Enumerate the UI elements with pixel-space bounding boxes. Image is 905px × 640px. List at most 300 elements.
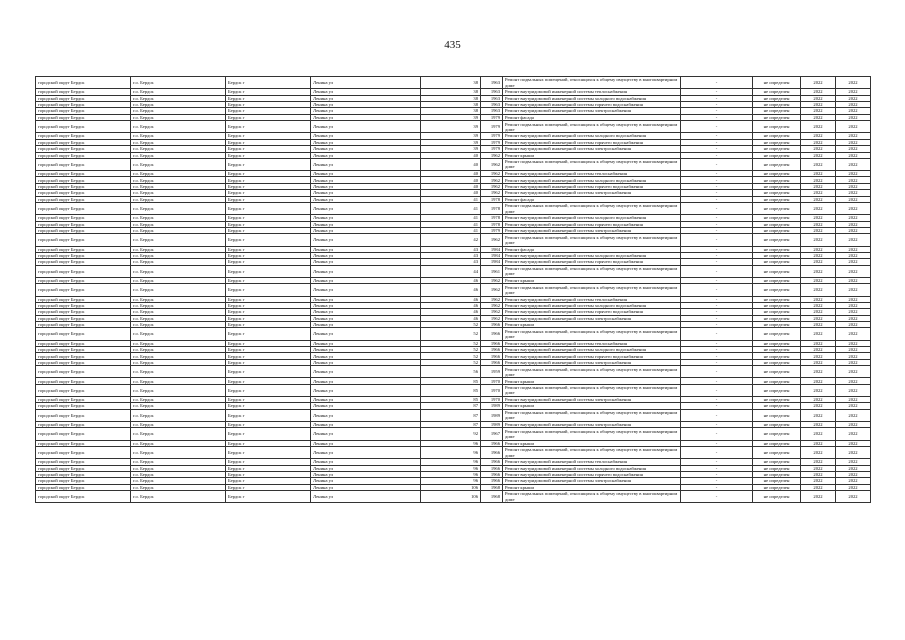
status-cell: не определен [753, 322, 801, 328]
settlement-cell: г.о. Бердск [131, 421, 226, 427]
city-cell: Бердск г [226, 177, 311, 183]
work-type-cell: Ремонт внутридомовой инженерной системы горячего водоснабжения [503, 183, 681, 189]
status-cell: не определен [753, 366, 801, 378]
cost-cell: - [681, 396, 753, 402]
settlement-cell: г.о. Бердск [131, 471, 226, 477]
house-number-cell: 41 [421, 215, 481, 221]
cost-cell: - [681, 158, 753, 170]
settlement-cell: г.о. Бердск [131, 215, 226, 221]
year-built-cell: 1966 [481, 353, 503, 359]
status-cell: не определен [753, 259, 801, 265]
status-cell: не определен [753, 183, 801, 189]
house-number-cell: 96 [421, 478, 481, 484]
work-type-cell: Ремонт внутридомовой инженерной системы теплоснабжения [503, 89, 681, 95]
end-year-cell: 2022 [836, 340, 871, 346]
municipality-cell: городской округ Бердск [36, 121, 131, 133]
work-type-cell: Ремонт подвальных помещений, относящихся к общему имуществу в многоквартирном доме [503, 446, 681, 458]
house-number-cell: 85 [421, 378, 481, 384]
year-built-cell: 1962 [481, 302, 503, 308]
work-type-cell: Ремонт внутридомовой инженерной системы горячего водоснабжения [503, 221, 681, 227]
start-year-cell: 2022 [801, 322, 836, 328]
work-type-cell: Ремонт внутридомовой инженерной системы горячего водоснабжения [503, 353, 681, 359]
street-cell: Ленина ул [311, 246, 421, 252]
cost-cell: - [681, 215, 753, 221]
year-built-cell: 1962 [481, 296, 503, 302]
municipality-cell: городской округ Бердск [36, 139, 131, 145]
house-number-cell: 39 [421, 146, 481, 152]
settlement-cell: г.о. Бердск [131, 114, 226, 120]
settlement-cell: г.о. Бердск [131, 133, 226, 139]
work-type-cell: Ремонт внутридомовой инженерной системы теплоснабжения [503, 296, 681, 302]
city-cell: Бердск г [226, 491, 311, 503]
status-cell: не определен [753, 152, 801, 158]
work-type-cell: Ремонт внутридомовой инженерной системы теплоснабжения [503, 340, 681, 346]
start-year-cell: 2022 [801, 95, 836, 101]
start-year-cell: 2022 [801, 121, 836, 133]
table-row [36, 234, 871, 246]
city-cell: Бердск г [226, 384, 311, 396]
start-year-cell: 2022 [801, 366, 836, 378]
work-type-cell: Ремонт подвальных помещений, относящихся к общему имуществу в многоквартирном доме [503, 384, 681, 396]
status-cell: не определен [753, 471, 801, 477]
municipality-cell: городской округ Бердск [36, 89, 131, 95]
status-cell: не определен [753, 146, 801, 152]
city-cell: Бердск г [226, 121, 311, 133]
city-cell: Бердск г [226, 158, 311, 170]
work-type-cell: Ремонт внутридомовой инженерной системы холодного водоснабжения [503, 177, 681, 183]
table-row [36, 121, 871, 133]
house-number-cell: 44 [421, 265, 481, 277]
table-row [36, 384, 871, 396]
year-built-cell: 1963 [481, 108, 503, 114]
year-built-cell: 1963 [481, 95, 503, 101]
end-year-cell: 2022 [836, 114, 871, 120]
work-type-cell: Ремонт внутридомовой инженерной системы электроснабжения [503, 228, 681, 234]
end-year-cell: 2022 [836, 121, 871, 133]
street-cell: Ленина ул [311, 265, 421, 277]
status-cell: не определен [753, 347, 801, 353]
street-cell: Ленина ул [311, 409, 421, 421]
status-cell: не определен [753, 234, 801, 246]
year-built-cell: 1966 [481, 446, 503, 458]
municipality-cell: городской округ Бердск [36, 284, 131, 296]
table-row [36, 203, 871, 215]
end-year-cell: 2022 [836, 366, 871, 378]
street-cell: Ленина ул [311, 203, 421, 215]
municipality-cell: городской округ Бердск [36, 177, 131, 183]
municipality-cell: городской округ Бердск [36, 158, 131, 170]
street-cell: Ленина ул [311, 277, 421, 283]
municipality-cell: городской округ Бердск [36, 309, 131, 315]
municipality-cell: городской округ Бердск [36, 190, 131, 196]
house-number-cell: 96 [421, 459, 481, 465]
municipality-cell: городской округ Бердск [36, 77, 131, 89]
year-built-cell: 1979 [481, 121, 503, 133]
municipality-cell: городской округ Бердск [36, 183, 131, 189]
status-cell: не определен [753, 89, 801, 95]
municipality-cell: городской округ Бердск [36, 252, 131, 258]
year-built-cell: 1962 [481, 190, 503, 196]
start-year-cell: 2022 [801, 396, 836, 402]
start-year-cell: 2022 [801, 221, 836, 227]
street-cell: Ленина ул [311, 471, 421, 477]
house-number-cell: 52 [421, 353, 481, 359]
work-type-cell: Ремонт фасада [503, 114, 681, 120]
end-year-cell: 2022 [836, 284, 871, 296]
settlement-cell: г.о. Бердск [131, 265, 226, 277]
cost-cell: - [681, 277, 753, 283]
status-cell: не определен [753, 215, 801, 221]
work-type-cell: Ремонт внутридомовой инженерной системы электроснабжения [503, 421, 681, 427]
city-cell: Бердск г [226, 421, 311, 427]
street-cell: Ленина ул [311, 284, 421, 296]
city-cell: Бердск г [226, 139, 311, 145]
settlement-cell: г.о. Бердск [131, 378, 226, 384]
start-year-cell: 2022 [801, 491, 836, 503]
year-built-cell: 1966 [481, 465, 503, 471]
city-cell: Бердск г [226, 309, 311, 315]
city-cell: Бердск г [226, 459, 311, 465]
table-body [36, 77, 871, 503]
end-year-cell: 2022 [836, 328, 871, 340]
start-year-cell: 2022 [801, 459, 836, 465]
settlement-cell: г.о. Бердск [131, 465, 226, 471]
house-number-cell: 85 [421, 396, 481, 402]
cost-cell: - [681, 478, 753, 484]
table-row [36, 428, 871, 440]
municipality-cell: городской округ Бердск [36, 491, 131, 503]
house-number-cell: 39 [421, 133, 481, 139]
year-built-cell: 1962 [481, 183, 503, 189]
work-type-cell: Ремонт подвальных помещений, относящихся к общему имуществу в многоквартирном доме [503, 265, 681, 277]
city-cell: Бердск г [226, 133, 311, 139]
settlement-cell: г.о. Бердск [131, 440, 226, 446]
cost-cell: - [681, 347, 753, 353]
cost-cell: - [681, 421, 753, 427]
work-type-cell: Ремонт подвальных помещений, относящихся к общему имуществу в многоквартирном доме [503, 203, 681, 215]
municipality-cell: городской округ Бердск [36, 378, 131, 384]
city-cell: Бердск г [226, 265, 311, 277]
end-year-cell: 2022 [836, 396, 871, 402]
start-year-cell: 2022 [801, 234, 836, 246]
work-type-cell: Ремонт внутридомовой инженерной системы горячего водоснабжения [503, 139, 681, 145]
work-type-cell: Ремонт внутридомовой инженерной системы электроснабжения [503, 315, 681, 321]
year-built-cell: 1966 [481, 322, 503, 328]
street-cell: Ленина ул [311, 296, 421, 302]
municipality-cell: городской округ Бердск [36, 196, 131, 202]
work-type-cell: Ремонт подвальных помещений, относящихся к общему имуществу в многоквартирном доме [503, 158, 681, 170]
year-built-cell: 1978 [481, 215, 503, 221]
start-year-cell: 2022 [801, 171, 836, 177]
street-cell: Ленина ул [311, 259, 421, 265]
municipality-cell: городской округ Бердск [36, 133, 131, 139]
year-built-cell: 1962 [481, 234, 503, 246]
cost-cell: - [681, 196, 753, 202]
year-built-cell: 1970 [481, 396, 503, 402]
house-number-cell: 38 [421, 77, 481, 89]
end-year-cell: 2022 [836, 403, 871, 409]
status-cell: не определен [753, 478, 801, 484]
status-cell: не определен [753, 95, 801, 101]
municipality-cell: городской округ Бердск [36, 478, 131, 484]
work-type-cell: Ремонт подвальных помещений, относящихся к общему имуществу в многоквартирном доме [503, 234, 681, 246]
municipality-cell: городской округ Бердск [36, 409, 131, 421]
city-cell: Бердск г [226, 446, 311, 458]
table-row [36, 284, 871, 296]
municipality-cell: городской округ Бердск [36, 203, 131, 215]
end-year-cell: 2022 [836, 322, 871, 328]
start-year-cell: 2022 [801, 190, 836, 196]
end-year-cell: 2022 [836, 215, 871, 221]
end-year-cell: 2022 [836, 252, 871, 258]
street-cell: Ленина ул [311, 302, 421, 308]
municipality-cell: городской округ Бердск [36, 152, 131, 158]
municipality-cell: городской округ Бердск [36, 384, 131, 396]
cost-cell: - [681, 77, 753, 89]
city-cell: Бердск г [226, 190, 311, 196]
city-cell: Бердск г [226, 171, 311, 177]
end-year-cell: 2022 [836, 378, 871, 384]
end-year-cell: 2022 [836, 446, 871, 458]
status-cell: не определен [753, 302, 801, 308]
street-cell: Ленина ул [311, 440, 421, 446]
cost-cell: - [681, 265, 753, 277]
municipality-cell: городской округ Бердск [36, 347, 131, 353]
year-built-cell: 1966 [481, 340, 503, 346]
settlement-cell: г.о. Бердск [131, 158, 226, 170]
house-number-cell: 43 [421, 246, 481, 252]
house-number-cell: 40 [421, 177, 481, 183]
street-cell: Ленина ул [311, 108, 421, 114]
settlement-cell: г.о. Бердск [131, 77, 226, 89]
cost-cell: - [681, 309, 753, 315]
work-type-cell: Ремонт подвальных помещений, относящихся к общему имуществу в многоквартирном доме [503, 77, 681, 89]
year-built-cell: 1966 [481, 478, 503, 484]
house-number-cell: 40 [421, 158, 481, 170]
house-number-cell: 46 [421, 284, 481, 296]
year-built-cell: 1979 [481, 139, 503, 145]
municipality-cell: городской округ Бердск [36, 228, 131, 234]
city-cell: Бердск г [226, 322, 311, 328]
work-type-cell: Ремонт внутридомовой инженерной системы холодного водоснабжения [503, 252, 681, 258]
city-cell: Бердск г [226, 277, 311, 283]
city-cell: Бердск г [226, 478, 311, 484]
end-year-cell: 2022 [836, 428, 871, 440]
year-built-cell: 1966 [481, 471, 503, 477]
street-cell: Ленина ул [311, 491, 421, 503]
municipality-cell: городской округ Бердск [36, 421, 131, 427]
municipality-cell: городской округ Бердск [36, 403, 131, 409]
house-number-cell: 39 [421, 139, 481, 145]
year-built-cell: 1984 [481, 246, 503, 252]
city-cell: Бердск г [226, 228, 311, 234]
house-number-cell: 52 [421, 359, 481, 365]
status-cell: не определен [753, 133, 801, 139]
settlement-cell: г.о. Бердск [131, 95, 226, 101]
street-cell: Ленина ул [311, 459, 421, 465]
city-cell: Бердск г [226, 359, 311, 365]
cost-cell: - [681, 409, 753, 421]
cost-cell: - [681, 234, 753, 246]
start-year-cell: 2022 [801, 309, 836, 315]
municipality-cell: городской округ Бердск [36, 465, 131, 471]
start-year-cell: 2022 [801, 284, 836, 296]
start-year-cell: 2022 [801, 203, 836, 215]
work-type-cell: Ремонт подвальных помещений, относящихся к общему имуществу в многоквартирном доме [503, 366, 681, 378]
work-type-cell: Ремонт подвальных помещений, относящихся к общему имуществу в многоквартирном доме [503, 284, 681, 296]
year-built-cell: 1962 [481, 315, 503, 321]
cost-cell: - [681, 203, 753, 215]
status-cell: не определен [753, 446, 801, 458]
house-number-cell: 41 [421, 228, 481, 234]
cost-cell: - [681, 152, 753, 158]
municipality-cell: городской округ Бердск [36, 114, 131, 120]
settlement-cell: г.о. Бердск [131, 322, 226, 328]
end-year-cell: 2022 [836, 277, 871, 283]
settlement-cell: г.о. Бердск [131, 190, 226, 196]
cost-cell: - [681, 328, 753, 340]
year-built-cell: 1978 [481, 221, 503, 227]
end-year-cell: 2022 [836, 459, 871, 465]
start-year-cell: 2022 [801, 384, 836, 396]
status-cell: не определен [753, 101, 801, 107]
end-year-cell: 2022 [836, 221, 871, 227]
cost-cell: - [681, 246, 753, 252]
start-year-cell: 2022 [801, 484, 836, 490]
start-year-cell: 2022 [801, 347, 836, 353]
settlement-cell: г.о. Бердск [131, 366, 226, 378]
settlement-cell: г.о. Бердск [131, 259, 226, 265]
street-cell: Ленина ул [311, 133, 421, 139]
street-cell: Ленина ул [311, 340, 421, 346]
work-type-cell: Ремонт внутридомовой инженерной системы электроснабжения [503, 478, 681, 484]
start-year-cell: 2022 [801, 252, 836, 258]
municipality-cell: городской округ Бердск [36, 366, 131, 378]
status-cell: не определен [753, 252, 801, 258]
city-cell: Бердск г [226, 366, 311, 378]
status-cell: не определен [753, 221, 801, 227]
settlement-cell: г.о. Бердск [131, 446, 226, 458]
status-cell: не определен [753, 284, 801, 296]
street-cell: Ленина ул [311, 190, 421, 196]
start-year-cell: 2022 [801, 465, 836, 471]
work-type-cell: Ремонт внутридомовой инженерной системы холодного водоснабжения [503, 133, 681, 139]
work-type-cell: Ремонт крыши [503, 403, 681, 409]
status-cell: не определен [753, 359, 801, 365]
work-type-cell: Ремонт внутридомовой инженерной системы электроснабжения [503, 190, 681, 196]
city-cell: Бердск г [226, 101, 311, 107]
settlement-cell: г.о. Бердск [131, 203, 226, 215]
house-number-cell: 52 [421, 322, 481, 328]
city-cell: Бердск г [226, 378, 311, 384]
settlement-cell: г.о. Бердск [131, 196, 226, 202]
end-year-cell: 2022 [836, 228, 871, 234]
settlement-cell: г.о. Бердск [131, 384, 226, 396]
municipality-cell: городской округ Бердск [36, 259, 131, 265]
end-year-cell: 2022 [836, 409, 871, 421]
end-year-cell: 2022 [836, 265, 871, 277]
house-number-cell: 39 [421, 114, 481, 120]
status-cell: не определен [753, 203, 801, 215]
year-built-cell: 1962 [481, 284, 503, 296]
work-type-cell: Ремонт внутридомовой инженерной системы холодного водоснабжения [503, 465, 681, 471]
work-type-cell: Ремонт подвальных помещений, относящихся к общему имуществу в многоквартирном доме [503, 409, 681, 421]
city-cell: Бердск г [226, 347, 311, 353]
city-cell: Бердск г [226, 409, 311, 421]
house-number-cell: 106 [421, 484, 481, 490]
city-cell: Бердск г [226, 246, 311, 252]
status-cell: не определен [753, 171, 801, 177]
end-year-cell: 2022 [836, 302, 871, 308]
settlement-cell: г.о. Бердск [131, 139, 226, 145]
municipality-cell: городской округ Бердск [36, 322, 131, 328]
house-number-cell: 96 [421, 471, 481, 477]
end-year-cell: 2022 [836, 440, 871, 446]
status-cell: не определен [753, 190, 801, 196]
street-cell: Ленина ул [311, 146, 421, 152]
house-number-cell: 38 [421, 89, 481, 95]
start-year-cell: 2022 [801, 409, 836, 421]
city-cell: Бердск г [226, 221, 311, 227]
street-cell: Ленина ул [311, 171, 421, 177]
cost-cell: - [681, 228, 753, 234]
end-year-cell: 2022 [836, 139, 871, 145]
table-row [36, 366, 871, 378]
settlement-cell: г.о. Бердск [131, 228, 226, 234]
cost-cell: - [681, 284, 753, 296]
settlement-cell: г.о. Бердск [131, 246, 226, 252]
municipality-cell: городской округ Бердск [36, 471, 131, 477]
start-year-cell: 2022 [801, 440, 836, 446]
end-year-cell: 2022 [836, 146, 871, 152]
repair-schedule-table [35, 76, 871, 503]
street-cell: Ленина ул [311, 228, 421, 234]
status-cell: не определен [753, 421, 801, 427]
settlement-cell: г.о. Бердск [131, 296, 226, 302]
street-cell: Ленина ул [311, 196, 421, 202]
cost-cell: - [681, 459, 753, 465]
status-cell: не определен [753, 139, 801, 145]
house-number-cell: 42 [421, 234, 481, 246]
start-year-cell: 2022 [801, 353, 836, 359]
end-year-cell: 2022 [836, 465, 871, 471]
street-cell: Ленина ул [311, 446, 421, 458]
table-row [36, 158, 871, 170]
year-built-cell: 1970 [481, 384, 503, 396]
municipality-cell: городской округ Бердск [36, 108, 131, 114]
street-cell: Ленина ул [311, 101, 421, 107]
year-built-cell: 1962 [481, 177, 503, 183]
street-cell: Ленина ул [311, 177, 421, 183]
house-number-cell: 85 [421, 384, 481, 396]
house-number-cell: 96 [421, 440, 481, 446]
start-year-cell: 2022 [801, 277, 836, 283]
status-cell: не определен [753, 491, 801, 503]
year-built-cell: 1979 [481, 146, 503, 152]
settlement-cell: г.о. Бердск [131, 309, 226, 315]
year-built-cell: 1979 [481, 228, 503, 234]
settlement-cell: г.о. Бердск [131, 484, 226, 490]
street-cell: Ленина ул [311, 114, 421, 120]
table-row [36, 328, 871, 340]
cost-cell: - [681, 340, 753, 346]
table-row [36, 491, 871, 503]
cost-cell: - [681, 133, 753, 139]
work-type-cell: Ремонт крыши [503, 322, 681, 328]
house-number-cell: 52 [421, 340, 481, 346]
municipality-cell: городской округ Бердск [36, 484, 131, 490]
municipality-cell: городской округ Бердск [36, 446, 131, 458]
